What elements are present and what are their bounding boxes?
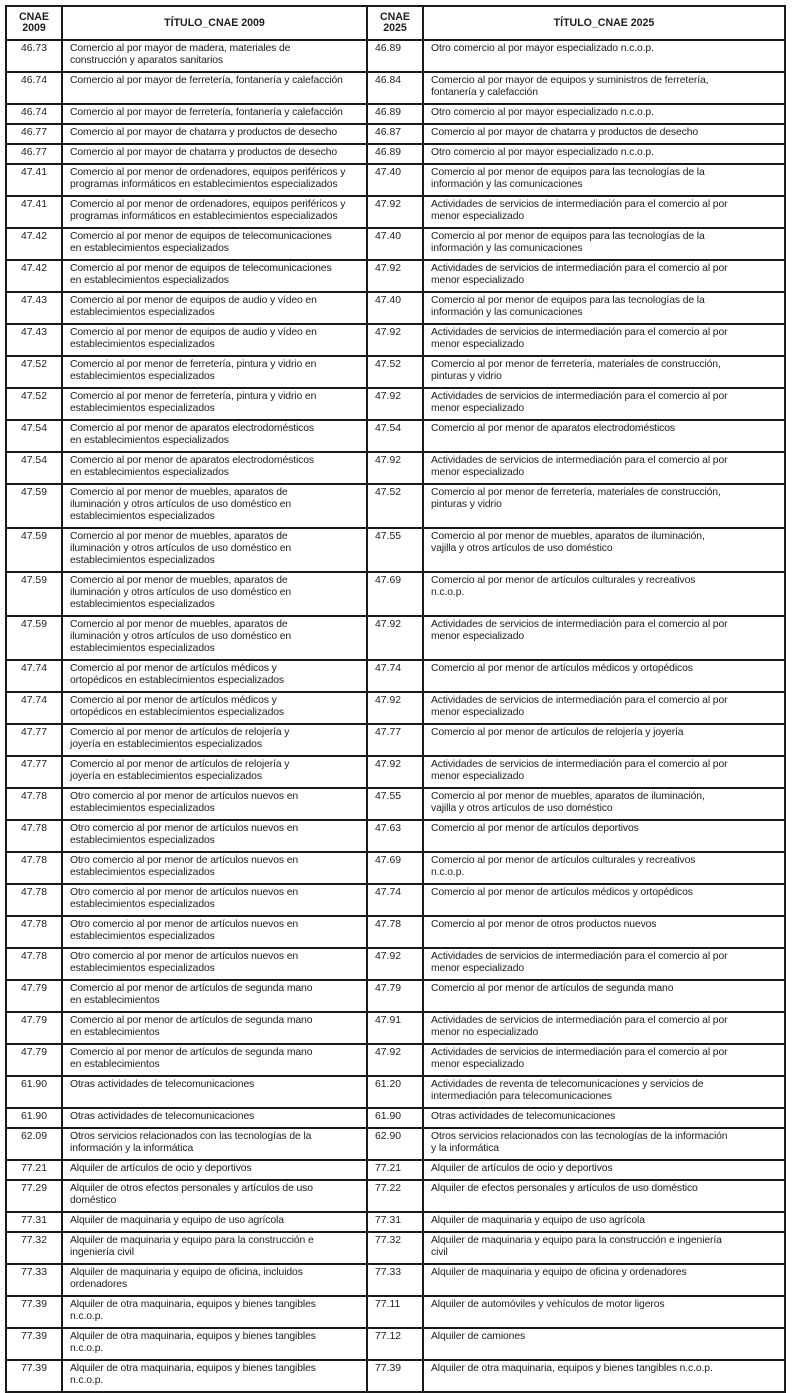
cnae-2025-code: 47.63 <box>367 820 423 852</box>
cnae-2009-title: Comercio al por menor de aparatos electrodomésticos en establecimientos especializados <box>62 420 367 452</box>
header-title-cnae-2025: TÍTULO_CNAE 2025 <box>423 6 785 40</box>
table-row <box>6 724 785 756</box>
cnae-2025-code: 77.39 <box>367 1360 423 1392</box>
table-row <box>6 916 785 948</box>
table-row <box>6 528 785 572</box>
cnae-2025-code: 61.20 <box>367 1076 423 1108</box>
cnae-2009-code: 47.78 <box>6 948 62 980</box>
cnae-2009-code: 47.42 <box>6 228 62 260</box>
cnae-2009-code: 47.77 <box>6 756 62 788</box>
cnae-2025-code: 47.92 <box>367 756 423 788</box>
cnae-2009-title: Comercio al por menor de artículos de segunda mano en establecimientos <box>62 980 367 1012</box>
table-header <box>6 6 785 40</box>
cnae-2009-code: 47.74 <box>6 660 62 692</box>
table-row <box>6 164 785 196</box>
cnae-2025-code: 47.74 <box>367 660 423 692</box>
cnae-2025-title: Comercio al por menor de muebles, aparatos de iluminación, vajilla y otros artículos de uso doméstico <box>423 788 785 820</box>
cnae-2025-title: Comercio al por menor de equipos para las tecnologías de la información y las comunicaciones <box>423 228 785 260</box>
cnae-2025-code: 47.40 <box>367 292 423 324</box>
cnae-2009-code: 47.41 <box>6 164 62 196</box>
table-row <box>6 356 785 388</box>
table-row <box>6 1044 785 1076</box>
cnae-2025-title: Actividades de servicios de intermediación para el comercio al por menor especializado <box>423 260 785 292</box>
cnae-2025-title: Alquiler de artículos de ocio y deportivos <box>423 1160 785 1180</box>
cnae-2025-title: Comercio al por menor de artículos de relojería y joyería <box>423 724 785 756</box>
cnae-2009-code: 47.78 <box>6 852 62 884</box>
table-row <box>6 1360 785 1392</box>
cnae-2009-title: Alquiler de otra maquinaria, equipos y bienes tangibles n.c.o.p. <box>62 1296 367 1328</box>
cnae-2009-title: Comercio al por menor de equipos de telecomunicaciones en establecimientos especializados <box>62 228 367 260</box>
cnae-2025-code: 47.69 <box>367 572 423 616</box>
cnae-2025-title: Comercio al por mayor de equipos y suministros de ferretería, fontanería y calefacción <box>423 72 785 104</box>
table-row <box>6 692 785 724</box>
cnae-2025-code: 47.92 <box>367 324 423 356</box>
cnae-2025-title: Comercio al por menor de ferretería, materiales de construcción, pinturas y vidrio <box>423 484 785 528</box>
cnae-2009-title: Comercio al por menor de equipos de telecomunicaciones en establecimientos especializados <box>62 260 367 292</box>
cnae-2025-code: 46.89 <box>367 104 423 124</box>
cnae-2025-code: 47.92 <box>367 260 423 292</box>
cnae-2009-code: 47.54 <box>6 420 62 452</box>
cnae-2025-title: Alquiler de automóviles y vehículos de motor ligeros <box>423 1296 785 1328</box>
cnae-2025-code: 47.92 <box>367 616 423 660</box>
cnae-2009-title: Alquiler de otra maquinaria, equipos y bienes tangibles n.c.o.p. <box>62 1360 367 1392</box>
table-row <box>6 292 785 324</box>
cnae-2009-code: 77.39 <box>6 1296 62 1328</box>
cnae-2025-title: Otro comercio al por mayor especializado n.c.o.p. <box>423 40 785 72</box>
cnae-2009-code: 47.43 <box>6 292 62 324</box>
cnae-2025-title: Comercio al por menor de artículos deportivos <box>423 820 785 852</box>
cnae-2009-code: 47.78 <box>6 916 62 948</box>
table-row <box>6 572 785 616</box>
cnae-2009-title: Alquiler de maquinaria y equipo de uso agrícola <box>62 1212 367 1232</box>
table-row <box>6 948 785 980</box>
cnae-2025-title: Actividades de servicios de intermediación para el comercio al por menor especializado <box>423 196 785 228</box>
cnae-2025-code: 47.92 <box>367 196 423 228</box>
cnae-2025-title: Alquiler de otra maquinaria, equipos y bienes tangibles n.c.o.p. <box>423 1360 785 1392</box>
table-row <box>6 1076 785 1108</box>
cnae-2009-title: Comercio al por mayor de chatarra y productos de desecho <box>62 124 367 144</box>
cnae-2025-code: 47.55 <box>367 788 423 820</box>
cnae-2025-title: Actividades de servicios de intermediación para el comercio al por menor especializado <box>423 388 785 420</box>
cnae-2009-code: 47.59 <box>6 572 62 616</box>
table-row <box>6 1296 785 1328</box>
cnae-2025-code: 47.78 <box>367 916 423 948</box>
cnae-2025-title: Alquiler de maquinaria y equipo para la construcción e ingeniería civil <box>423 1232 785 1264</box>
table-row <box>6 196 785 228</box>
cnae-2025-title: Actividades de servicios de intermediación para el comercio al por menor no especializado <box>423 1012 785 1044</box>
cnae-2009-title: Otras actividades de telecomunicaciones <box>62 1108 367 1128</box>
cnae-2009-title: Alquiler de otros efectos personales y artículos de uso doméstico <box>62 1180 367 1212</box>
cnae-2009-code: 46.77 <box>6 124 62 144</box>
cnae-2009-title: Otro comercio al por menor de artículos nuevos en establecimientos especializados <box>62 852 367 884</box>
cnae-2009-title: Comercio al por menor de artículos médicos y ortopédicos en establecimientos especializados <box>62 660 367 692</box>
cnae-2009-code: 62.09 <box>6 1128 62 1160</box>
cnae-2009-title: Alquiler de artículos de ocio y deportivos <box>62 1160 367 1180</box>
cnae-2025-code: 47.92 <box>367 692 423 724</box>
table-row <box>6 980 785 1012</box>
cnae-2025-title: Alquiler de maquinaria y equipo de oficina y ordenadores <box>423 1264 785 1296</box>
cnae-2009-code: 47.42 <box>6 260 62 292</box>
cnae-2025-title: Comercio al por menor de artículos culturales y recreativos n.c.o.p. <box>423 852 785 884</box>
header-title-cnae-2009: TÍTULO_CNAE 2009 <box>62 6 367 40</box>
cnae-2025-title: Actividades de servicios de intermediación para el comercio al por menor especializado <box>423 1044 785 1076</box>
cnae-2009-title: Comercio al por menor de muebles, aparatos de iluminación y otros artículos de uso doméstico en establecimientos especializados <box>62 528 367 572</box>
cnae-2025-code: 47.40 <box>367 228 423 260</box>
cnae-2009-title: Comercio al por menor de ferretería, pintura y vidrio en establecimientos especializados <box>62 356 367 388</box>
table-row <box>6 1264 785 1296</box>
cnae-2025-title: Otro comercio al por mayor especializado n.c.o.p. <box>423 104 785 124</box>
cnae-2009-title: Comercio al por mayor de ferretería, fontanería y calefacción <box>62 72 367 104</box>
cnae-2009-title: Otro comercio al por menor de artículos nuevos en establecimientos especializados <box>62 820 367 852</box>
cnae-2009-title: Comercio al por mayor de chatarra y productos de desecho <box>62 144 367 164</box>
cnae-2025-title: Alquiler de maquinaria y equipo de uso agrícola <box>423 1212 785 1232</box>
cnae-2025-code: 47.74 <box>367 884 423 916</box>
cnae-2025-code: 47.92 <box>367 948 423 980</box>
cnae-2025-title: Comercio al por menor de equipos para las tecnologías de la información y las comunicaciones <box>423 164 785 196</box>
table-row <box>6 1232 785 1264</box>
cnae-2009-code: 77.31 <box>6 1212 62 1232</box>
cnae-2025-title: Comercio al por menor de artículos médicos y ortopédicos <box>423 660 785 692</box>
cnae-2009-title: Alquiler de otra maquinaria, equipos y bienes tangibles n.c.o.p. <box>62 1328 367 1360</box>
cnae-2009-title: Otros servicios relacionados con las tecnologías de la información y la informática <box>62 1128 367 1160</box>
cnae-2009-code: 47.59 <box>6 616 62 660</box>
cnae-2025-code: 47.54 <box>367 420 423 452</box>
cnae-correspondence-table <box>5 5 786 1393</box>
cnae-2025-title: Comercio al por menor de equipos para las tecnologías de la información y las comunicaciones <box>423 292 785 324</box>
table-row <box>6 72 785 104</box>
cnae-2025-title: Actividades de servicios de intermediación para el comercio al por menor especializado <box>423 452 785 484</box>
cnae-2009-title: Comercio al por menor de equipos de audio y vídeo en establecimientos especializados <box>62 324 367 356</box>
cnae-2009-code: 77.29 <box>6 1180 62 1212</box>
cnae-2009-title: Otro comercio al por menor de artículos nuevos en establecimientos especializados <box>62 884 367 916</box>
cnae-2009-code: 47.78 <box>6 820 62 852</box>
cnae-2009-title: Comercio al por menor de artículos de relojería y joyería en establecimientos especializados <box>62 724 367 756</box>
cnae-2009-title: Comercio al por menor de ordenadores, equipos periféricos y programas informáticos en establecimientos especializados <box>62 196 367 228</box>
cnae-2009-code: 47.59 <box>6 528 62 572</box>
table-row <box>6 852 785 884</box>
cnae-2009-title: Comercio al por mayor de madera, materiales de construcción y aparatos sanitarios <box>62 40 367 72</box>
table-row <box>6 1180 785 1212</box>
cnae-2025-title: Comercio al por menor de otros productos nuevos <box>423 916 785 948</box>
cnae-2009-title: Comercio al por menor de ordenadores, equipos periféricos y programas informáticos en establecimientos especializados <box>62 164 367 196</box>
cnae-2009-code: 46.74 <box>6 72 62 104</box>
cnae-2009-code: 47.54 <box>6 452 62 484</box>
cnae-2025-code: 77.33 <box>367 1264 423 1296</box>
cnae-2025-code: 77.12 <box>367 1328 423 1360</box>
cnae-2009-code: 47.79 <box>6 980 62 1012</box>
table-row <box>6 1012 785 1044</box>
cnae-2025-code: 77.31 <box>367 1212 423 1232</box>
cnae-2025-title: Comercio al por menor de artículos médicos y ortopédicos <box>423 884 785 916</box>
table-row <box>6 388 785 420</box>
table-row <box>6 144 785 164</box>
cnae-2009-title: Comercio al por menor de ferretería, pintura y vidrio en establecimientos especializados <box>62 388 367 420</box>
cnae-2009-code: 47.79 <box>6 1012 62 1044</box>
cnae-2009-title: Comercio al por menor de muebles, aparatos de iluminación y otros artículos de uso doméstico en establecimientos especializados <box>62 616 367 660</box>
cnae-2025-code: 46.87 <box>367 124 423 144</box>
cnae-2009-title: Otras actividades de telecomunicaciones <box>62 1076 367 1108</box>
cnae-2025-code: 47.69 <box>367 852 423 884</box>
cnae-2009-code: 47.52 <box>6 388 62 420</box>
header-cnae-2025: CNAE 2025 <box>367 6 423 40</box>
cnae-2009-code: 46.73 <box>6 40 62 72</box>
cnae-2009-title: Comercio al por menor de muebles, aparatos de iluminación y otros artículos de uso doméstico en establecimientos especializados <box>62 572 367 616</box>
cnae-2025-title: Actividades de servicios de intermediación para el comercio al por menor especializado <box>423 756 785 788</box>
cnae-2025-code: 47.92 <box>367 1044 423 1076</box>
table-row <box>6 40 785 72</box>
cnae-2009-code: 46.74 <box>6 104 62 124</box>
cnae-2025-code: 47.40 <box>367 164 423 196</box>
cnae-2025-title: Actividades de servicios de intermediación para el comercio al por menor especializado <box>423 324 785 356</box>
cnae-2025-code: 47.91 <box>367 1012 423 1044</box>
cnae-2009-title: Otro comercio al por menor de artículos nuevos en establecimientos especializados <box>62 916 367 948</box>
cnae-2025-title: Otras actividades de telecomunicaciones <box>423 1108 785 1128</box>
table-row <box>6 660 785 692</box>
table-body <box>6 40 785 1392</box>
cnae-2009-title: Comercio al por mayor de ferretería, fontanería y calefacción <box>62 104 367 124</box>
cnae-2025-title: Comercio al por menor de muebles, aparatos de iluminación, vajilla y otros artículos de uso doméstico <box>423 528 785 572</box>
cnae-2025-code: 77.21 <box>367 1160 423 1180</box>
cnae-2025-title: Comercio al por menor de ferretería, materiales de construcción, pinturas y vidrio <box>423 356 785 388</box>
cnae-2009-code: 77.39 <box>6 1360 62 1392</box>
table-row <box>6 124 785 144</box>
table-row <box>6 228 785 260</box>
cnae-2025-title: Otros servicios relacionados con las tecnologías de la información y la informática <box>423 1128 785 1160</box>
table-row <box>6 1108 785 1128</box>
cnae-2009-code: 47.74 <box>6 692 62 724</box>
table-row <box>6 1160 785 1180</box>
cnae-2009-title: Comercio al por menor de artículos de segunda mano en establecimientos <box>62 1044 367 1076</box>
cnae-2009-title: Comercio al por menor de aparatos electrodomésticos en establecimientos especializados <box>62 452 367 484</box>
cnae-2025-code: 77.11 <box>367 1296 423 1328</box>
table-row <box>6 1128 785 1160</box>
table-row <box>6 260 785 292</box>
cnae-2025-code: 46.84 <box>367 72 423 104</box>
cnae-2009-title: Comercio al por menor de artículos médicos y ortopédicos en establecimientos especializados <box>62 692 367 724</box>
cnae-2025-code: 47.55 <box>367 528 423 572</box>
cnae-2025-code: 47.77 <box>367 724 423 756</box>
cnae-2025-title: Actividades de servicios de intermediación para el comercio al por menor especializado <box>423 948 785 980</box>
cnae-2009-code: 47.78 <box>6 884 62 916</box>
cnae-2009-code: 77.21 <box>6 1160 62 1180</box>
table-row <box>6 1212 785 1232</box>
table-row <box>6 420 785 452</box>
table-row <box>6 1328 785 1360</box>
cnae-2009-title: Comercio al por menor de muebles, aparatos de iluminación y otros artículos de uso doméstico en establecimientos especializados <box>62 484 367 528</box>
cnae-2009-code: 61.90 <box>6 1076 62 1108</box>
cnae-2025-code: 46.89 <box>367 144 423 164</box>
cnae-2009-title: Comercio al por menor de artículos de segunda mano en establecimientos <box>62 1012 367 1044</box>
cnae-2009-code: 77.39 <box>6 1328 62 1360</box>
cnae-2025-code: 47.52 <box>367 484 423 528</box>
cnae-2025-title: Actividades de servicios de intermediación para el comercio al por menor especializado <box>423 692 785 724</box>
table-row <box>6 616 785 660</box>
cnae-2025-title: Alquiler de efectos personales y artículos de uso doméstico <box>423 1180 785 1212</box>
cnae-2025-title: Comercio al por mayor de chatarra y productos de desecho <box>423 124 785 144</box>
cnae-2025-code: 47.92 <box>367 388 423 420</box>
cnae-2009-title: Otro comercio al por menor de artículos nuevos en establecimientos especializados <box>62 788 367 820</box>
table-row <box>6 820 785 852</box>
cnae-2009-code: 47.79 <box>6 1044 62 1076</box>
table-row <box>6 884 785 916</box>
cnae-2025-title: Comercio al por menor de aparatos electrodomésticos <box>423 420 785 452</box>
cnae-2009-code: 46.77 <box>6 144 62 164</box>
header-row <box>6 6 785 40</box>
cnae-2009-title: Otro comercio al por menor de artículos nuevos en establecimientos especializados <box>62 948 367 980</box>
table-row <box>6 484 785 528</box>
cnae-2025-title: Comercio al por menor de artículos de segunda mano <box>423 980 785 1012</box>
cnae-2009-code: 77.33 <box>6 1264 62 1296</box>
cnae-2025-code: 77.22 <box>367 1180 423 1212</box>
table-row <box>6 324 785 356</box>
cnae-2025-title: Comercio al por menor de artículos culturales y recreativos n.c.o.p. <box>423 572 785 616</box>
cnae-2009-code: 47.52 <box>6 356 62 388</box>
cnae-2025-code: 46.89 <box>367 40 423 72</box>
cnae-2009-title: Comercio al por menor de equipos de audio y vídeo en establecimientos especializados <box>62 292 367 324</box>
cnae-2025-title: Actividades de reventa de telecomunicaciones y servicios de intermediación para telecomunicaciones <box>423 1076 785 1108</box>
table-row <box>6 104 785 124</box>
table-row <box>6 452 785 484</box>
cnae-2009-code: 77.32 <box>6 1232 62 1264</box>
table-row <box>6 756 785 788</box>
cnae-2025-code: 77.32 <box>367 1232 423 1264</box>
cnae-2009-title: Comercio al por menor de artículos de relojería y joyería en establecimientos especializados <box>62 756 367 788</box>
cnae-2025-title: Actividades de servicios de intermediación para el comercio al por menor especializado <box>423 616 785 660</box>
cnae-2009-code: 47.77 <box>6 724 62 756</box>
cnae-2025-code: 61.90 <box>367 1108 423 1128</box>
cnae-2025-code: 47.79 <box>367 980 423 1012</box>
table-row <box>6 788 785 820</box>
cnae-2009-title: Alquiler de maquinaria y equipo para la construcción e ingeniería civil <box>62 1232 367 1264</box>
cnae-2009-code: 61.90 <box>6 1108 62 1128</box>
cnae-2009-title: Alquiler de maquinaria y equipo de oficina, incluidos ordenadores <box>62 1264 367 1296</box>
header-cnae-2009: CNAE 2009 <box>6 6 62 40</box>
cnae-2025-code: 47.92 <box>367 452 423 484</box>
cnae-2025-title: Otro comercio al por mayor especializado n.c.o.p. <box>423 144 785 164</box>
cnae-2009-code: 47.43 <box>6 324 62 356</box>
cnae-2009-code: 47.59 <box>6 484 62 528</box>
cnae-2025-code: 62.90 <box>367 1128 423 1160</box>
cnae-2025-title: Alquiler de camiones <box>423 1328 785 1360</box>
cnae-2025-code: 47.52 <box>367 356 423 388</box>
cnae-2009-code: 47.78 <box>6 788 62 820</box>
cnae-2009-code: 47.41 <box>6 196 62 228</box>
